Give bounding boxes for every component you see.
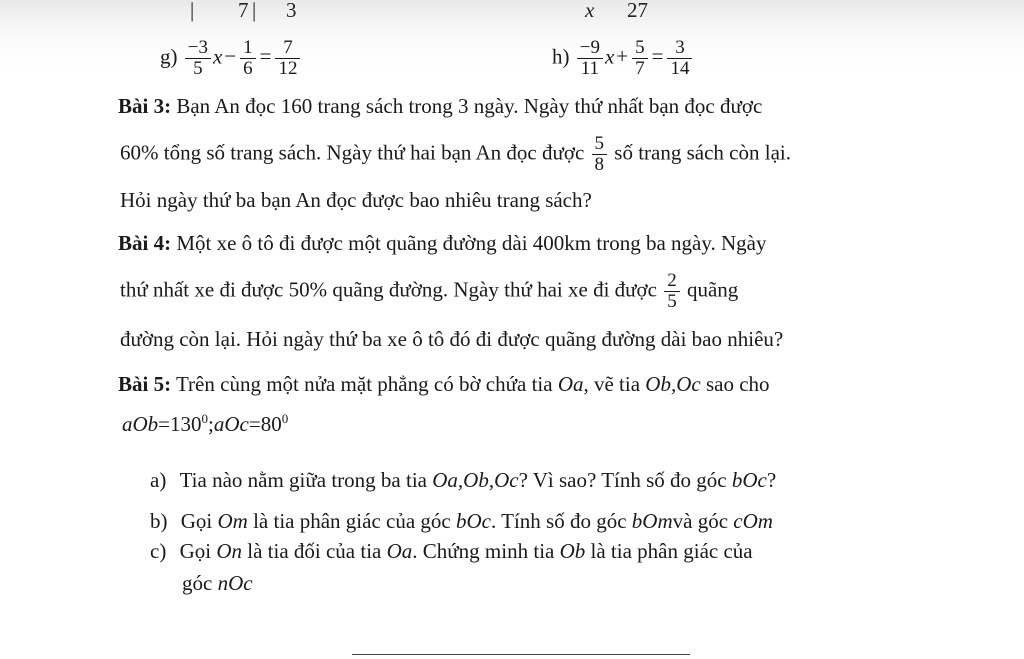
part-a-text-3: ?	[766, 468, 777, 492]
bai3-text-1: Bạn An đọc 160 trang sách trong 3 ngày. Ngày thứ nhất bạn đọc được	[171, 94, 763, 118]
equation-g-equals: =	[259, 44, 272, 69]
bai5-text-1c: sao cho	[700, 372, 770, 396]
part-c-ob: Ob	[559, 539, 586, 563]
part-b-text-4: và góc	[672, 509, 734, 533]
top-fragment-left: 7	[238, 0, 249, 22]
bai5-text-1b: , vẽ tia	[583, 372, 646, 396]
equation-g-fraction-1: $\frac{-3}{5}$	[185, 38, 211, 79]
part-c-label: c)	[150, 539, 167, 563]
bai3-text-2b: số trang sách còn lại.	[614, 140, 791, 165]
part-c-noc: nOc	[217, 571, 253, 595]
bai4-text-2b: quãng	[686, 277, 739, 302]
part-a-angle: bOc	[731, 468, 767, 492]
angle-aoc-value: =80	[248, 412, 282, 436]
bai3-line3: Hỏi ngày thứ ba bạn An đọc được bao nhiêu trang sách?	[120, 188, 592, 212]
bai5-angles	[122, 412, 288, 435]
angle-aob-value: =130	[158, 412, 202, 436]
separator: ;	[208, 412, 214, 436]
degree-1: 0	[201, 411, 209, 426]
part-c-on: On	[216, 539, 242, 563]
bai4-text-1: Một xe ô tô đi được một quãng đường dài 400km trong ba ngày. Ngày	[171, 231, 767, 255]
equation-h-var: x	[604, 44, 615, 69]
part-c-text-2: là tia đối của tia	[242, 539, 387, 563]
part-b-om: Om	[217, 509, 248, 533]
equation-g-minus: −	[224, 44, 237, 69]
part-a-text-2: ? Vì sao? Tính số đo góc	[518, 468, 732, 492]
bai3-fraction: $\frac{5}{8}$	[592, 134, 608, 175]
equation-h	[552, 38, 694, 79]
equation-h-equals: =	[651, 44, 664, 69]
part-b-label: b)	[150, 509, 168, 533]
part-c-text-1: Gọi	[179, 539, 217, 563]
top-fragment-x: x	[585, 0, 595, 22]
angle-aob: aOb	[122, 412, 159, 436]
bai4-fraction: $\frac{2}{5}$	[664, 271, 680, 312]
equation-h-fraction-2: $\frac{5}{7}$	[632, 38, 648, 79]
angle-aoc: aOc	[213, 412, 249, 436]
top-fragment-27: 27	[627, 0, 648, 22]
bai5-part-b	[150, 511, 773, 532]
part-c-oa: Oa	[386, 539, 413, 563]
part-b-text-2: là tia phân giác của góc	[247, 509, 456, 533]
bai5-title: Bài 5:	[118, 372, 172, 396]
part-a-label: a)	[150, 468, 167, 492]
part-c-text-4: là tia phân giác của	[585, 539, 753, 563]
equation-g-fraction-3: $\frac{7}{12}$	[275, 38, 300, 79]
part-b-com: cOm	[733, 509, 773, 533]
top-fragment-bar: |	[190, 0, 195, 22]
bai5-ray-oa: Oa	[557, 372, 584, 396]
part-a-text-1: Tia nào nằm giữa trong ba tia	[179, 468, 433, 492]
top-fragment-bar2: |	[252, 0, 257, 22]
equation-g-label: g)	[160, 44, 178, 69]
part-b-text-3: . Tính số đo góc	[491, 509, 632, 533]
part-b-boc: bOc	[456, 509, 491, 533]
part-c-text-5: góc	[182, 571, 218, 595]
bai5-part-a	[150, 470, 776, 491]
equation-h-plus: +	[616, 44, 629, 69]
bottom-divider	[352, 654, 690, 655]
degree-2: 0	[281, 411, 289, 426]
bai3-line1	[118, 96, 762, 117]
bai5-rays-ob-oc: Ob,Oc	[645, 372, 701, 396]
equation-g-fraction-2: $\frac{1}{6}$	[240, 38, 256, 79]
bai4-line1	[118, 233, 766, 254]
bai5-line1	[118, 374, 770, 395]
bai3-text-2a: 60% tổng số trang sách. Ngày thứ hai bạn An đọc được	[120, 140, 585, 165]
bai4-line2	[120, 271, 738, 312]
bai4-title: Bài 4:	[118, 231, 172, 255]
part-a-rays: Oa,Ob,Oc	[432, 468, 519, 492]
bai3-line2	[120, 134, 791, 175]
equation-h-fraction-3: $\frac{3}{14}$	[667, 38, 692, 79]
bai5-part-c	[150, 541, 753, 562]
bai3-title: Bài 3:	[118, 94, 172, 118]
bai4-line3: đường còn lại. Hỏi ngày thứ ba xe ô tô đó đi được quãng đường dài bao nhiêu?	[120, 327, 784, 351]
equation-h-label: h)	[552, 44, 570, 69]
bai5-text-1a: Trên cùng một nửa mặt phẳng có bờ chứa tia	[171, 372, 558, 396]
equation-h-fraction-1: $\frac{-9}{11}$	[577, 38, 603, 79]
top-fragment-left2: 3	[286, 0, 297, 22]
bai5-part-c-line2	[182, 573, 253, 594]
part-b-text-1: Gọi	[180, 509, 218, 533]
part-b-bom: bOm	[631, 509, 673, 533]
bai4-text-2a: thứ nhất xe đi được 50% quãng đường. Ngày thứ hai xe đi được	[120, 277, 657, 302]
equation-g-var: x	[212, 44, 223, 69]
equation-g	[160, 38, 302, 79]
part-c-text-3: . Chứng minh tia	[412, 539, 560, 563]
